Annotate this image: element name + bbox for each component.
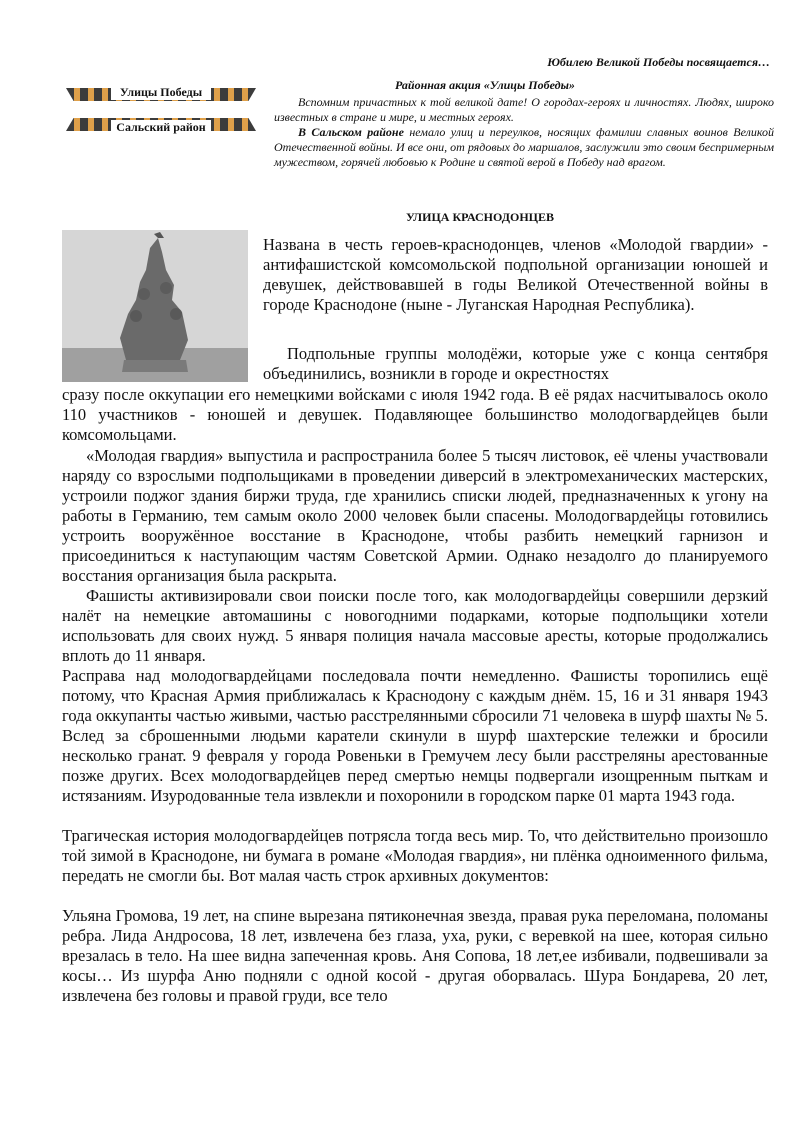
intro-paragraph-2-text: немало улиц и переулков, носящих фамилии славных воинов Великой Отечественной войны. И все они, от рядовых до маршалов, заслужили это своим беспримерным мужеством, горячей любовью к Родине и святой верой в Победу над врагом. [274,125,774,169]
logo-title: Улицы Победы [111,85,211,100]
paragraph-groups-continued [62,385,768,445]
intro-bold-phrase: В Сальском районе [298,125,404,139]
logo-subtitle: Сальский район [111,120,211,135]
ribbon-logo [66,80,256,146]
paragraph-execution: Расправа над молодогвардейцами последовала почти немедленно. Фашисты торопились ещё потому, что Красная Армия приближалась к Краснодону с каждым днём. 15, 16 и 31 января 1943 года оккупанты частью живыми, частью расстрелянными сбросили 71 человека в шурф шахты № 5. Вслед за сброшенными людьми каратели скинули в шурф шахтерские тележки и бросили несколько гранат. 9 февраля у города Ровеньки в Гремучем лесу были расстреляны арестованные позже других. Всех молодогвардейцев перед смертью немцы подвергали изощренным пыткам и истязаниям. Изуродованные тела извлекли и похоронили в городском парке 01 марта 1943 года. [62,666,768,805]
paragraph-lead [263,235,768,315]
intro-paragraph-1: Вспомним причастных к той великой дате! О городах-героях и личностях. Людях, широко известных в стране и мире, и местных героях. [274,95,774,124]
paragraph-spacer [62,886,768,906]
main-text-column [62,446,768,1006]
paragraph-groups-end: сразу после оккупации его немецкими войсками с июля 1942 года. В её рядах насчитывалось около 110 участников - юношей и девушек. Подавляющее большинство молодогвардейцев были комсомольцами. [62,385,768,444]
paragraph-groups-start: Подпольные группы молодёжи, которые уже с конца сентября объединились, возникли в городе и окрестностях [263,344,768,383]
intro-paragraph-2 [274,125,774,170]
monument-sculpture-drawing [62,230,248,382]
paragraph-arrests: Фашисты активизировали свои поиски после того, как молодогвардейцы совершили дерзкий налёт на немецкие автомашины с новогодними подарками, которые подпольщики хотели использовать для своих нужд. 5 января полиция начала массовые аресты, которые продолжались вплоть до 11 января. [62,586,768,665]
monument-image [62,230,248,382]
paragraph-tragic: Трагическая история молодогвардейцев потрясла тогда весь мир. То, что действительно произошло той зимой в Краснодоне, ни бумага в романе «Молодая гвардия», ни плёнка одноименного фильма, передать не смогли бы. Вот малая часть строк архивных документов: [62,826,768,885]
paragraph-documents: Ульяна Громова, 19 лет, на спине вырезана пятиконечная звезда, правая рука переломана, поломаны ребра. Лида Андросова, 18 лет, извлечена без глаза, уха, руки, с веревкой на шее, которая сильно врезалась в тело. На шее видна запеченная кровь. Аня Сопова, 18 лет,ее избивали, подвешивали за косы… Из шурфа Аню подняли с одной косой - другая оборвалась. Шура Бондарева, 20 лет, извлечена без головы и правой груди, все тело [62,906,768,1005]
paragraph-groups [263,344,768,384]
intro-block [274,95,774,170]
paragraph-leaflets: «Молодая гвардия» выпустила и распространила более 5 тысяч листовок, её члены участвовали наряду со взрослыми подпольщиками в проведении диверсий в электромеханических мастерских, устроили поджог здания биржи труда, где хранились списки людей, предназначенных к угону на работы в Германию, тем самым около 2000 человек были спасены. Молодогвардейцы готовились устроить вооружённое восстание в Краснодоне, чтобы разбить немецкий гарнизон и присоединиться к наступающим частям Советской Армии. Однако незадолго до планируемого восстания организация была раскрыта. [62,446,768,585]
dedication-line: Юбилею Великой Победы посвящается… [547,55,770,69]
article-title: УЛИЦА КРАСНОДОНЦЕВ [405,210,555,224]
paragraph-lead-text: Названа в честь героев-краснодонцев, членов «Молодой гвардии» - антифашистской комсомольской подпольной организации юношей и девушек, действовавшей в годы Великой Отечественной войны в городе Краснодоне (ныне - Луганская Народная Республика). [263,235,768,314]
action-title: Районная акция «Улицы Победы» [395,78,575,92]
paragraph-spacer [62,806,768,826]
